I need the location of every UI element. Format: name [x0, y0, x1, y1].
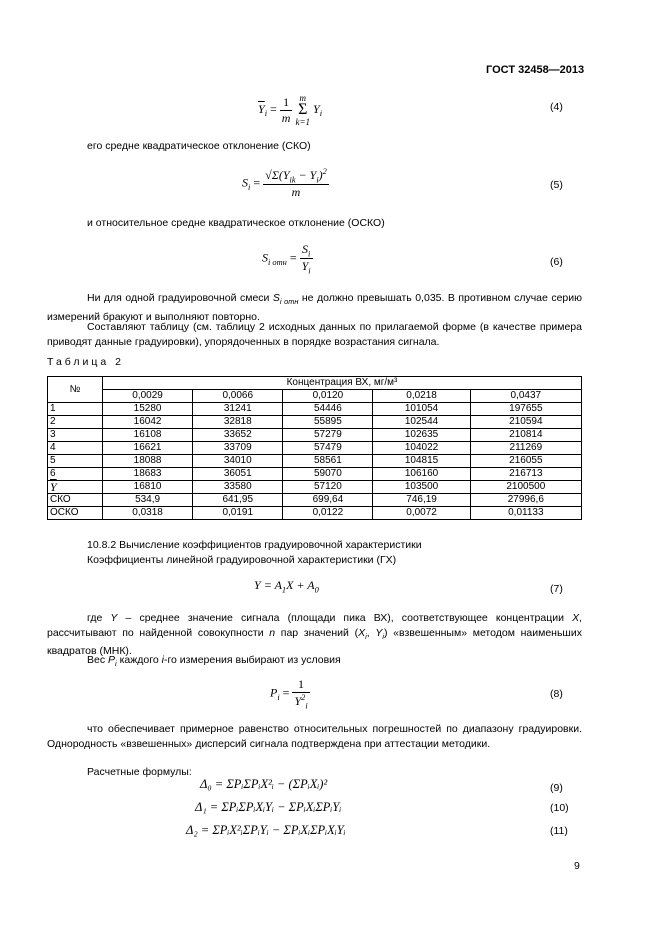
table-cell: 534,9	[103, 494, 193, 507]
formula-4-sum-bottom: k=1	[295, 117, 311, 127]
table-cell: 101054	[373, 403, 470, 416]
table-cell: 0,0122	[283, 507, 373, 520]
formula-7-y: Y	[254, 578, 261, 592]
table-cell: 210594	[470, 416, 581, 429]
table-cell: 103500	[373, 481, 470, 494]
p3-e: ) «взвешенным» методом наименьших квадратов (МНК).	[47, 626, 582, 658]
table-cell: 197655	[470, 403, 581, 416]
formula-4-coef-den: m	[281, 110, 291, 125]
row-label: 2	[48, 416, 103, 429]
formula-11: Δ₂ = ΣPᵢX²ᵢΣPᵢYᵢ − ΣPᵢXᵢΣPᵢXᵢYᵢ	[186, 823, 346, 837]
formula-4-lhs-sub: i	[264, 109, 268, 119]
formula-6-num: S	[301, 242, 308, 256]
table-cell: 16810	[103, 481, 193, 494]
table-cell: 18088	[103, 455, 193, 468]
equation-number-9: (9)	[550, 782, 563, 794]
formula-5-num-sup: 2	[322, 167, 327, 176]
table-cell: 33580	[193, 481, 283, 494]
table-cell: 210814	[470, 429, 581, 442]
table-row	[48, 507, 582, 520]
table-row	[48, 468, 582, 481]
p3-sep: ,	[366, 626, 376, 639]
table-cell: 0,0072	[373, 507, 470, 520]
paragraph-table-intro: Составляют таблицу (см. таблицу 2 исходных данных по прилагаемой форме (в качестве примера приводят данные градуировки), упорядоченных в порядке возрастания сигнала.	[47, 321, 582, 348]
formula-6-num-sub: i	[307, 249, 311, 259]
table-cell: 16621	[103, 442, 193, 455]
formula-8-lhs: P	[270, 685, 278, 700]
table-cell: 31241	[193, 403, 283, 416]
calibration-table	[47, 376, 582, 520]
formula-6-lhs-sub: i отн	[268, 258, 287, 268]
paragraph-homogeneity: что обеспечивает примерное равенство относительных погрешностей по диапазону градуировки. Однородность «взвешенных» дисперсий сигнала подтверждена при аттестации методики.	[47, 723, 582, 750]
table-row	[48, 403, 582, 416]
paragraph-mnk: где Y – среднее значение сигнала (площади пика ВХ), соответствующее концентрации X, рассчитывают по найденной совокупности n пар значений ($X_i$, $Y_i$) «взвешенным» методом наименьших квадратов (МНК).	[47, 612, 582, 658]
formula-5-lhs: S	[242, 175, 248, 190]
conc-1: 0,0066	[193, 390, 283, 403]
formula-5: $S_i$ = $\frac{√\Sigma(Y_{ik} - Y_i)^2}{m}$	[242, 167, 327, 200]
table-cell: 15280	[103, 403, 193, 416]
table-cell: 33652	[193, 429, 283, 442]
table-cell: 106160	[373, 468, 470, 481]
p1-b: не должно превышать 0,035. В противном случае серию измерений бракуют и выполняют повторно.	[47, 292, 582, 323]
formula-5-num-rest: − Y	[295, 168, 317, 182]
formula-8-den: Y	[294, 694, 302, 708]
table-cell: 33709	[193, 442, 283, 455]
table-cell: 57279	[283, 429, 373, 442]
table-cell: 216713	[470, 468, 581, 481]
formula-7-x-sub: 0	[314, 585, 319, 595]
paragraph-weight: Вес $P_i$ каждого i-го измерения выбирают из условия	[87, 654, 341, 669]
formula-6-lhs: S	[262, 250, 268, 265]
osko-intro: и относительное средне квадратическое отклонение (ОСКО)	[87, 217, 385, 229]
conc-2: 0,0120	[283, 390, 373, 403]
equation-number-10: (10)	[550, 802, 569, 814]
p3-d: пар значений (	[275, 626, 359, 639]
formula-4: $\overline{Y}_i$ = $\frac{1}{m}$ m Σ k=1 $Y_i$	[258, 93, 323, 127]
formula-8: $P_i$ = $\frac{1}{Y^2_i}$	[270, 677, 308, 711]
standard-header: ГОСТ 32458—2013	[486, 64, 585, 76]
table-cell: 32818	[193, 416, 283, 429]
page-number: 9	[574, 860, 580, 872]
concentration-row	[48, 390, 582, 403]
p3-n: n	[269, 626, 276, 639]
table-cell: 18683	[103, 468, 193, 481]
row-label: 4	[48, 442, 103, 455]
formula-8-num: 1	[292, 677, 309, 693]
equation-number-6: (6)	[550, 256, 563, 268]
table-cell: 16042	[103, 416, 193, 429]
gx-intro: Коэффициенты линейной градуировочной характеристики (ГХ)	[87, 554, 397, 566]
table-row	[48, 416, 582, 429]
formula-5-num-sub: ik	[289, 175, 296, 185]
conc-0: 0,0029	[103, 390, 193, 403]
formula-4-coef-num: 1	[280, 95, 293, 111]
table-cell: 34010	[193, 455, 283, 468]
table-cell: 57120	[283, 481, 373, 494]
table-cell: 59070	[283, 468, 373, 481]
formula-6-den: $\overline{Y}$	[301, 259, 309, 274]
table-cell: 55895	[283, 416, 373, 429]
p3-y: Y	[110, 612, 118, 624]
table-row	[48, 442, 582, 455]
formula-6-den-sub: i	[308, 266, 311, 276]
formula-4-term-sub: i	[319, 109, 323, 119]
table-cell: 54446	[283, 403, 373, 416]
formula-9: Δ₀ = ΣPᵢΣPᵢX²ᵢ − (ΣPᵢXᵢ)²	[200, 777, 328, 791]
table-row	[48, 429, 582, 442]
concentration-header: Концентрация ВХ, мг/м³	[103, 377, 582, 390]
sko-intro: его средне квадратическое отклонение (СКО)	[87, 140, 311, 152]
p3-yi: Y	[375, 626, 383, 639]
equation-number-11: (11)	[550, 825, 568, 837]
row-label: 1	[48, 403, 103, 416]
p3-a: где	[87, 612, 111, 624]
formula-8-lhs-sub: i	[277, 692, 280, 702]
row-label: СКО	[48, 494, 103, 507]
row-label: 6	[48, 468, 103, 481]
p4-i: i	[161, 654, 164, 666]
table-cell: 57479	[283, 442, 373, 455]
formula-4-lhs: $\overline{Y}$	[258, 101, 265, 116]
table-cell: 211269	[470, 442, 581, 455]
table-cell: 0,0191	[193, 507, 283, 520]
formula-7-mid-sub: 1	[281, 585, 287, 595]
formula-8-den-sup: 2	[301, 693, 306, 702]
table-cell: 104022	[373, 442, 470, 455]
p1-a: Ни для одной градуировочной смеси	[87, 292, 273, 304]
formula-5-num: √Σ(Y	[265, 168, 290, 182]
formula-4-term: Y	[313, 101, 320, 116]
equation-number-7: (7)	[550, 583, 563, 595]
table-cell: 746,19	[373, 494, 470, 507]
table-cell: 16108	[103, 429, 193, 442]
formula-7-mid: = A	[260, 578, 282, 592]
table-cell: 36051	[193, 468, 283, 481]
conc-4: 0,0437	[470, 390, 581, 403]
conc-3: 0,0218	[373, 390, 470, 403]
formula-7-x: X + A	[286, 578, 315, 592]
equation-number-4: (4)	[550, 101, 563, 113]
table-row	[48, 481, 582, 494]
table-header-row	[48, 377, 582, 390]
table-cell: 0,01133	[470, 507, 581, 520]
p3-b: – среднее значение сигнала (площади пика ВХ), соответствующее концентрации	[117, 612, 573, 624]
table-cell: 102544	[373, 416, 470, 429]
formula-5-num-close: )	[318, 168, 323, 182]
formula-5-num-rest-sub: i	[316, 175, 319, 185]
table-cell: 58561	[283, 455, 373, 468]
formula-7	[254, 578, 319, 594]
p3-c: , рассчитывают по найденной совокупности	[47, 612, 582, 639]
table-cell: 27996,6	[470, 494, 581, 507]
table-cell: 216055	[470, 455, 581, 468]
row-label: 5	[48, 455, 103, 468]
table-cell: 102635	[373, 429, 470, 442]
p4-a: Вес	[87, 654, 109, 666]
p4-b: каждого	[116, 654, 162, 666]
table-row	[48, 455, 582, 468]
equation-number-5: (5)	[550, 179, 563, 191]
calc-formulas-label: Расчетные формулы:	[87, 766, 192, 778]
p1-s: S	[272, 292, 280, 304]
p4-p: P	[108, 654, 116, 666]
table-cell: 699,64	[283, 494, 373, 507]
p1-ssub: i отн	[279, 297, 299, 307]
table-cell: 104815	[373, 455, 470, 468]
equation-number-8: (8)	[550, 688, 563, 700]
formula-10: Δ₁ = ΣPᵢΣPᵢXᵢYᵢ − ΣPᵢXᵢΣPᵢYᵢ	[195, 800, 342, 814]
formula-6: $S_{i отн}$ = $\frac{S_i}{\overline{Y}_i}$	[262, 242, 311, 276]
p3-x: X	[572, 612, 580, 624]
p3-xi: X	[358, 626, 366, 639]
table-cell: 2100500	[470, 481, 581, 494]
section-10-8-2: 10.8.2 Вычисление коэффициентов градуировочной характеристики	[87, 539, 422, 551]
col-no-header: №	[48, 377, 103, 403]
table-row	[48, 494, 582, 507]
row-label: $\overline{Y}$	[48, 481, 103, 494]
row-label: ОСКО	[48, 507, 103, 520]
formula-8-den-sub: i	[305, 701, 308, 711]
table-caption: Таблица 2	[47, 356, 124, 368]
row-label: 3	[48, 429, 103, 442]
table-cell: 0,0318	[103, 507, 193, 520]
table-cell: 641,95	[193, 494, 283, 507]
formula-5-lhs-sub: i	[248, 182, 251, 192]
formula-4-sum-top: m	[299, 93, 306, 103]
formula-5-den: m	[291, 185, 301, 200]
p4-c: -го измерения выбирают из условия	[163, 654, 341, 666]
